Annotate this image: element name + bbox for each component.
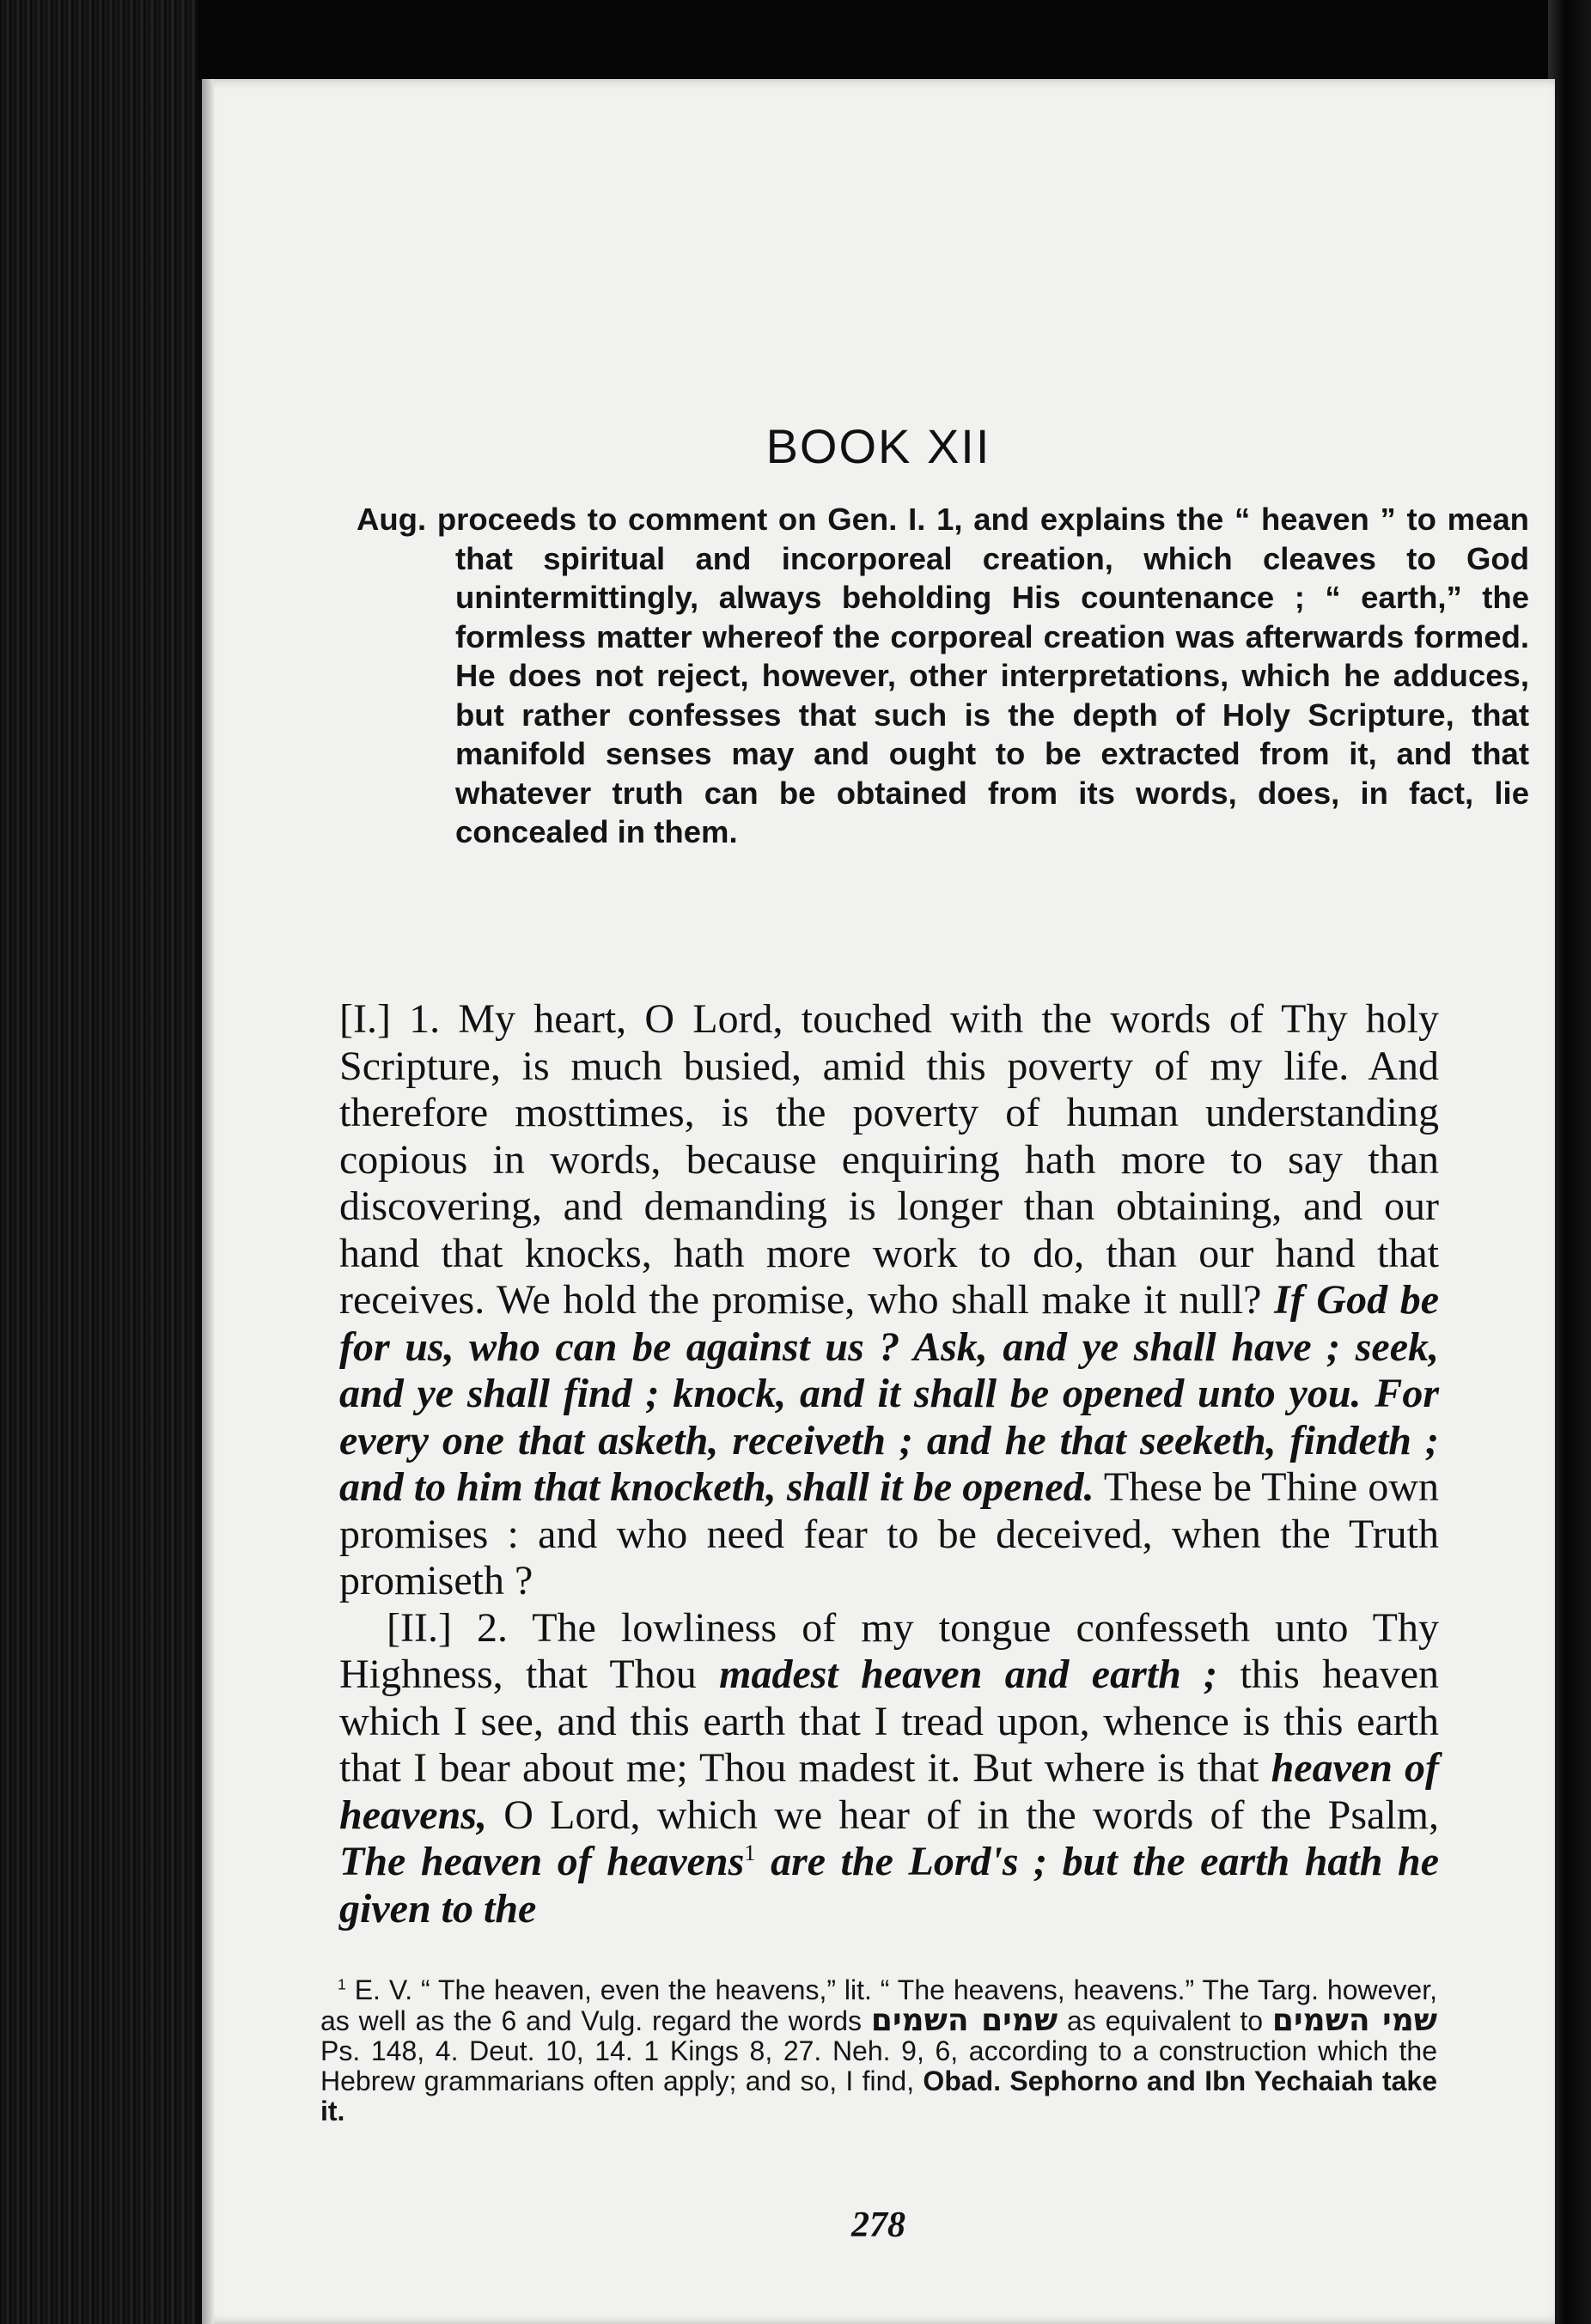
book-spine-edge bbox=[0, 0, 198, 2324]
footnote-text-d: Obad. Sephorno and Ibn Yechaiah take it. bbox=[320, 2065, 1438, 2126]
hebrew-phrase-2: שמי השמים bbox=[1271, 2003, 1438, 2038]
scan-top-border bbox=[0, 0, 1591, 79]
paragraph-2-quote-d: are the Lord's ; but the earth hath he given to the bbox=[339, 1839, 1440, 1932]
footnote-marker: 1 bbox=[744, 1840, 756, 1865]
paragraph-2-quote-b: heaven of heavens, bbox=[339, 1745, 1440, 1838]
footnote-number: 1 bbox=[338, 1975, 346, 1993]
footnotes bbox=[320, 1975, 1437, 2126]
main-text bbox=[339, 996, 1439, 1932]
hebrew-phrase-1: שמים השמים bbox=[870, 2003, 1058, 2038]
page-number: 278 bbox=[851, 2205, 905, 2245]
chapter-summary bbox=[357, 500, 1529, 852]
summary-text: proceeds to comment on Gen. I. 1, and explains the “ heaven ” to mean that spiritual and incorporeal creation, which cleaves to God unintermittingly, always beholding His countenance ; “ earth,” the formless matter whereof the corporeal creation was afterwards formed. He does not reject, however, other interpretations, which he adduces, but rather confesses that such is the depth of Holy Scripture, that manifold senses may and ought to be extracted from it, and that whatever truth can be obtained from its words, does, in fact, lie concealed in them. bbox=[436, 502, 1529, 849]
paragraph-1-close: These be Thine own promises : and who need fear to be deceived, when the Truth promiseth ? bbox=[339, 1464, 1440, 1603]
page-gutter bbox=[202, 79, 214, 2324]
paragraph-2-quote-a: madest heaven and earth ; bbox=[719, 1652, 1218, 1697]
footnote-1 bbox=[320, 1975, 1437, 2126]
footnote-text-c: Ps. 148, 4. Deut. 10, 14. 1 Kings 8, 27. Neh. 9, 6, according to a construction which the Hebrew grammarians often apply; and so, I find, bbox=[320, 2035, 1437, 2096]
book-title: BOOK XII bbox=[765, 419, 991, 473]
paragraph-1-text: [I.] 1. My heart, O Lord, touched with the words of Thy holy Scripture, is much busied, amid this poverty of my life. And therefore mosttimes, is the poverty of human understanding copious in words, because enquiring hath more to say than discovering, and demanding is longer than obtaining, and our hand that knocks, hath more work to do, than our hand that receives. We hold the promise, who shall make it null? bbox=[339, 996, 1439, 1323]
paragraph-2-quote-c: The heaven of heavens bbox=[339, 1839, 745, 1884]
paragraph-2-text-c: O Lord, which we hear of in the words of the Psalm, bbox=[503, 1792, 1439, 1838]
footnote-text-a: E. V. “ The heaven, even the heavens,” lit. “ The heavens, heavens.” The Targ. however, as well as the 6 and Vulg. regard the words bbox=[320, 1974, 1438, 2036]
paragraph-1 bbox=[339, 996, 1439, 1605]
paragraph-2-text-a: [II.] 2. The lowliness of my tongue confesseth unto Thy Highness, that Thou bbox=[339, 1604, 1439, 1697]
paragraph-2 bbox=[339, 1605, 1439, 1933]
paragraph-2-text-b: this heaven which I see, and this earth that I tread upon, whence is this earth that I bear about me; Thou madest it. But where is that bbox=[339, 1652, 1440, 1791]
footnote-text-b: as equivalent to bbox=[1066, 2005, 1264, 2036]
summary-lead: Aug. bbox=[357, 502, 427, 537]
paragraph-1-quote: If God be for us, who can be against us ? Ask, and ye shall have ; seek, and ye shall find ; knock, and it shall be opened unto you. For every one that asketh, receiveth ; and he that seeketh, findeth ; and to him that knocketh, shall it be opened. bbox=[339, 1277, 1440, 1510]
book-page bbox=[202, 79, 1555, 2324]
